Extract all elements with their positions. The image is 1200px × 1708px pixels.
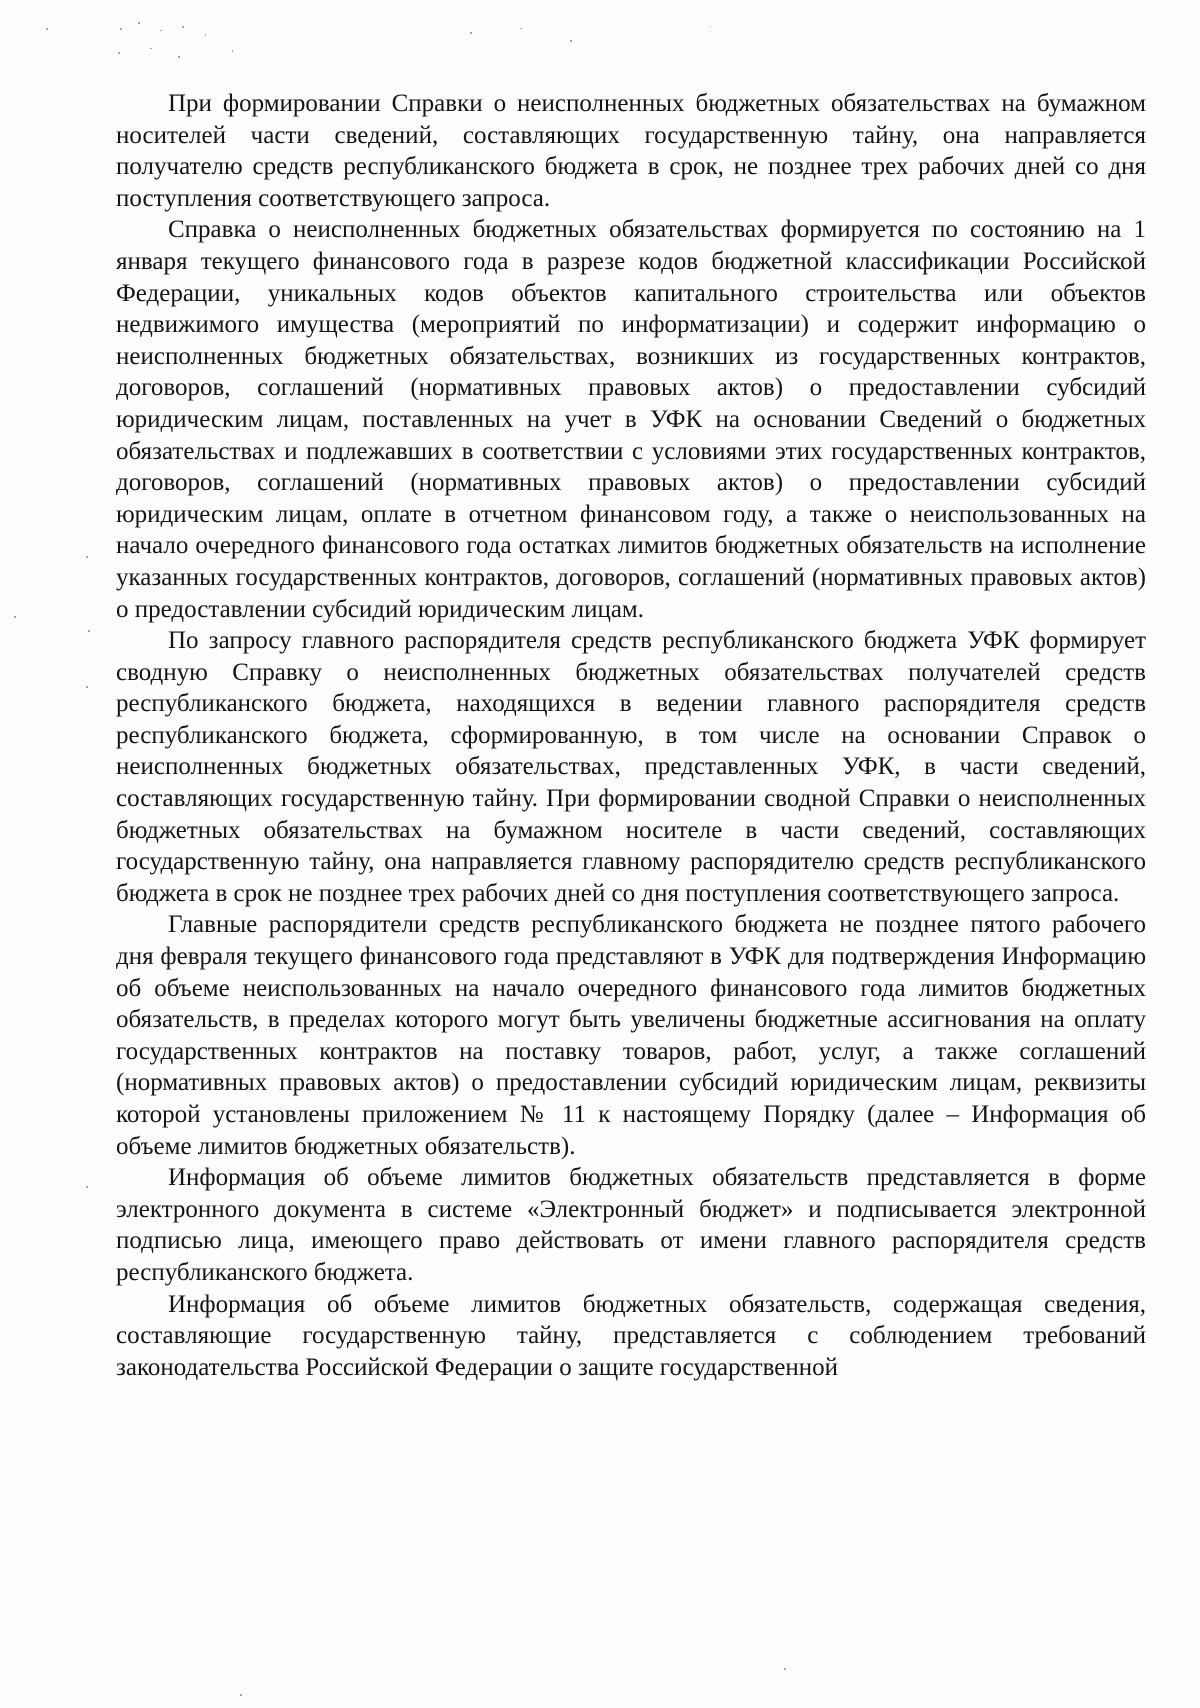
scan-artifact (710, 26, 711, 27)
paragraph: Справка о неисполненных бюджетных обязательствах формируется по состоянию на 1 января текущего финансового года в разрезе кодов бюджетной классификации Российской Федерации, уникальных кодов объектов капитального строительства или объектов недвижимого имущества (мероприятий по информатизации) и содержит информацию о неисполненных бюджетных обязательствах, возникших из государственных контрактов, договоров, соглашений (нормативных правовых актов) о предоставлении субсидий юридическим лицам, поставленных на учет в УФК на основании Сведений о бюджетных обязательствах и подлежавших в соответствии с условиями этих государственных контрактов, договоров, соглашений (нормативных правовых актов) о предоставлении субсидий юридическим лицам, оплате в отчетном финансовом году, а также о неиспользованных на начало очередного финансового года остатках лимитов бюджетных обязательств на исполнение указанных государственных контрактов, договоров, соглашений (нормативных правовых актов) о предоставлении субсидий юридическим лицам. (116, 216, 1146, 623)
scan-artifact (160, 30, 162, 31)
paragraph: По запросу главного распорядителя средств республиканского бюджета УФК формирует сводную Справку о неисполненных бюджетных обязательствах получателей средств республиканского бюджета, находящихся в ведении главного распорядителя средств республиканского бюджета, сформированную, в том числе на основании Справок о неисполненных бюджетных обязательствах, представленных УФК, в части сведений, составляющих государственную тайну. При формировании сводной Справки о неисполненных бюджетных обязательствах на бумажном носителе в части сведений, составляющих государственную тайну, она направляется главному распорядителю средств республиканского бюджета в срок не позднее трех рабочих дней со дня поступления соответствующего запроса. (116, 627, 1146, 907)
scan-artifact (470, 32, 472, 34)
scan-artifact (86, 686, 88, 688)
scan-artifact (138, 22, 140, 24)
scan-artifact (14, 616, 16, 618)
scan-artifact (86, 1186, 88, 1188)
scan-artifact (570, 40, 572, 42)
scan-artifact (232, 50, 233, 52)
paragraph: Информация об объеме лимитов бюджетных обязательств, содержащая сведения, составляющие государственную тайну, представляется с соблюдением требований законодательства Российской Федерации о защите государственной (116, 1290, 1146, 1381)
paragraph: Главные распорядители средств республиканского бюджета не позднее пятого рабочего дня февраля текущего финансового года представляют в УФК для подтверждения Информацию об объеме неиспользованных на начало очередного финансового года лимитов бюджетных обязательств, в пределах которого могут быть увеличены бюджетные ассигнования на оплату государственных контрактов на поставку товаров, работ, услуг, а также соглашений (нормативных правовых актов) о предоставлении субсидий юридическим лицам, реквизиты которой установлены приложением № 11 к настоящему Порядку (далее – Информация об объеме лимитов бюджетных обязательств). (116, 911, 1146, 1160)
paragraph: При формировании Справки о неисполненных бюджетных обязательствах на бумажном носителей части сведений, составляющих государственную тайну, она направляется получателю средств республиканского бюджета в срок, не позднее трех рабочих дней со дня поступления соответствующего запроса. (116, 90, 1146, 212)
scan-artifact (150, 48, 152, 49)
scan-artifact (46, 28, 48, 30)
scan-artifact (205, 34, 206, 36)
scan-artifact (240, 1694, 242, 1696)
scan-artifact (520, 28, 522, 29)
scan-artifact (178, 56, 180, 58)
scan-artifact (86, 556, 88, 558)
scan-artifact (88, 630, 90, 632)
scan-artifact (118, 52, 120, 54)
paragraph: Информация об объеме лимитов бюджетных обязательств представляется в форме электронного документа в системе «Электронный бюджет» и подписывается электронной подписью лица, имеющего право действовать от имени главного распорядителя средств республиканского бюджета. (116, 1164, 1146, 1286)
scan-artifact (784, 1668, 786, 1670)
document-body (116, 88, 1146, 1383)
scan-artifact (182, 26, 184, 28)
scan-artifact (120, 28, 122, 30)
